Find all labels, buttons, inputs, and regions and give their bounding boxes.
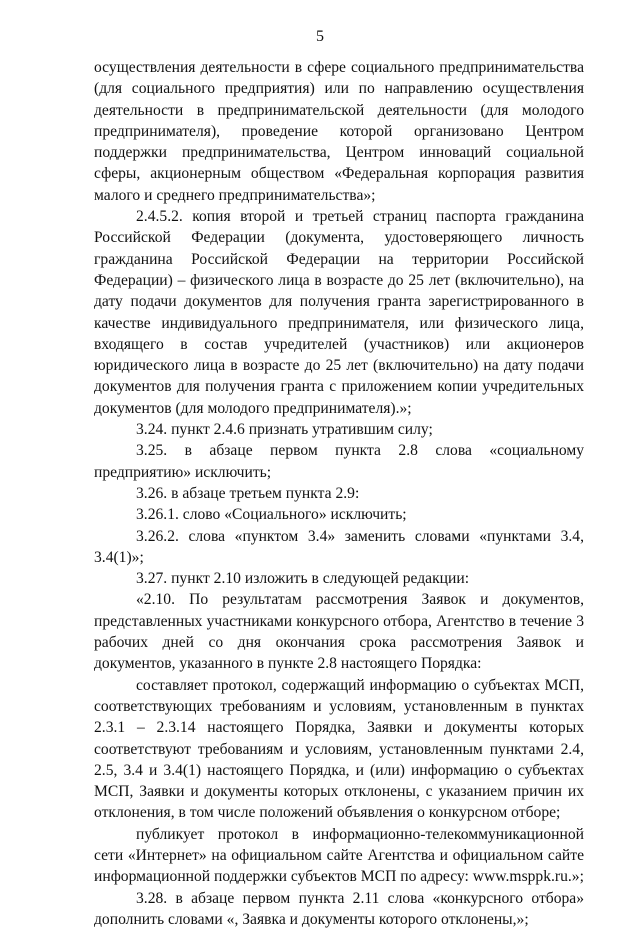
paragraph: «2.10. По результатам рассмотрения Заявок и документов, представленных участниками конкурсного отбора, Агентство в течение 3 рабочих дней со дня окончания срока рассмотрения Заявок и документов, указанного в пункте 2.8 настоящего Порядка: — [94, 591, 584, 673]
paragraph: 2.4.5.2. копия второй и третьей страниц паспорта гражданина Российской Федерации (документа, удостоверяющего личность гражданина Российской Федерации на территории Российской Федерации) – физического лица в возрасте до 25 лет (включительно), на дату подачи документов для получения гранта зарегистрированного в качестве индивидуального предпринимателя, или физического лица, входящего в состав учредителей (участников) или акционеров юридического лица в возрасте до 25 лет (включительно) на дату подачи документов для получения гранта с приложением копии учредительных документов (для молодого предпринимателя).»; — [94, 208, 584, 417]
document-body — [94, 57, 584, 930]
paragraph: 3.28. в абзаце первом пункта 2.11 слова «конкурсного отбора» дополнить словами «, Заявка и документы которого отклонены,»; — [94, 889, 584, 928]
page-number: 5 — [316, 28, 324, 45]
paragraph: 3.26. в абзаце третьем пункта 2.9: — [136, 484, 360, 502]
paragraph: осуществления деятельности в сфере социального предпринимательства (для социального предприятия) или по направлению осуществления деятельности в предпринимательской деятельности (для молодого предпринимателя), проведение которой организовано Центром поддержки предпринимательства, Центром инноваций социальной сферы, акционерным обществом «Федеральная корпорация развития малого и среднего предпринимательства»; — [94, 59, 584, 204]
paragraph: 3.26.2. слова «пунктом 3.4» заменить словами «пунктами 3.4, 3.4(1)»; — [94, 527, 584, 566]
paragraph: 3.25. в абзаце первом пункта 2.8 слова «социальному предприятию» исключить; — [94, 442, 584, 481]
paragraph: 3.27. пункт 2.10 изложить в следующей редакции: — [136, 570, 470, 588]
paragraph: 3.26.1. слово «Социального» исключить; — [136, 506, 407, 524]
paragraph: 3.24. пункт 2.4.6 признать утратившим силу; — [136, 421, 433, 439]
paragraph: публикует протокол в информационно-телекоммуникационной сети «Интернет» на официальном сайте Агентства и официальном сайте информационной поддержки субъектов МСП по адресу: www.msppk.ru.»; — [94, 825, 584, 886]
paragraph: составляет протокол, содержащий информацию о субъектах МСП, соответствующих требованиям и условиям, установленным в пунктах 2.3.1 – 2.3.14 настоящего Порядка, Заявки и документы которых соответствуют требованиям и условиям, установленным пунктами 2.4, 2.5, 3.4 и 3.4(1) настоящего Порядка, и (или) информацию о субъектах МСП, Заявки и документы которых отклонены, с указанием причин их отклонения, в том числе положений объявления о конкурсном отборе; — [94, 676, 584, 822]
